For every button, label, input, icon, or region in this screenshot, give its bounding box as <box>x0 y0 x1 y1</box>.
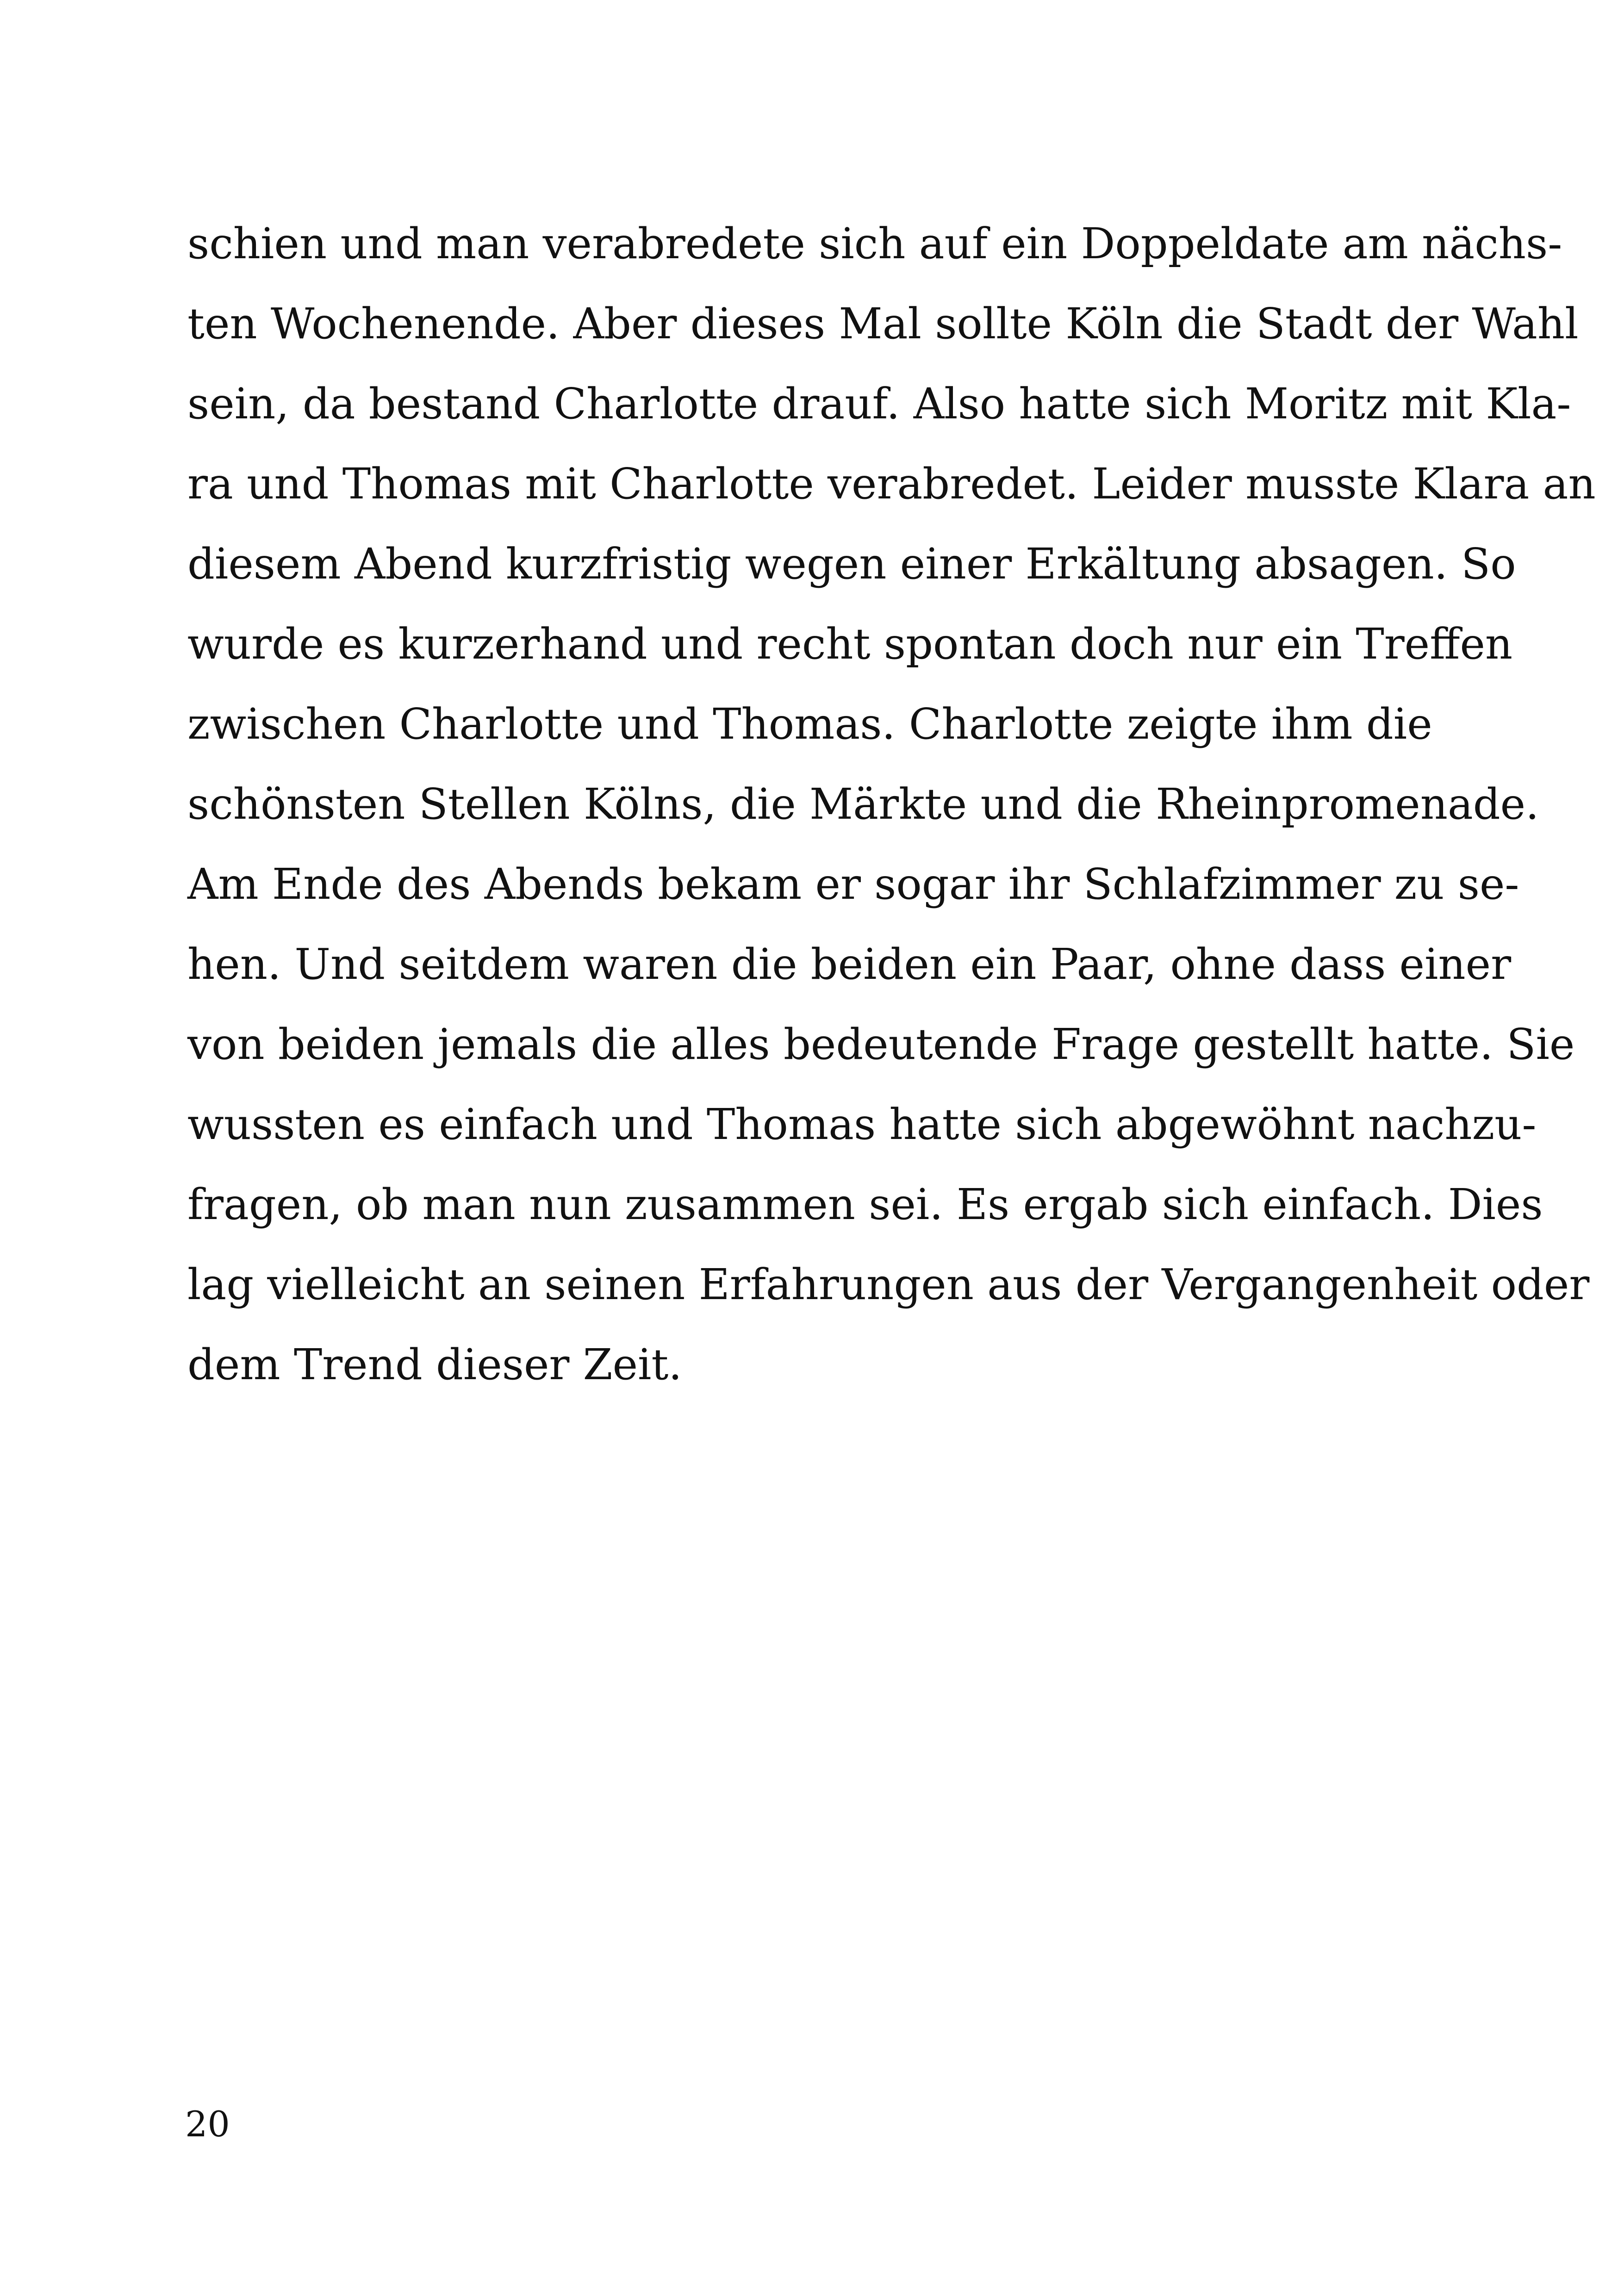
text-line: wurde es kurzerhand und recht spontan doch nur ein Treffen <box>187 619 1513 669</box>
text-line: ten Wochenende. Aber dieses Mal sollte Köln die Stadt der Wahl <box>187 299 1579 348</box>
text-line: schönsten Stellen Kölns, die Märkte und die Rheinpromenade. <box>187 779 1539 829</box>
text-line: zwischen Charlotte und Thomas. Charlotte zeigte ihm die <box>187 699 1432 749</box>
text-line: fragen, ob man nun zusammen sei. Es ergab sich einfach. Dies <box>187 1180 1543 1229</box>
text-line: von beiden jemals die alles bedeutende Frage gestellt hatte. Sie <box>187 1020 1575 1069</box>
text-line: sein, da bestand Charlotte drauf. Also hatte sich Moritz mit Kla- <box>187 379 1571 429</box>
body-paragraph <box>187 204 1596 1405</box>
text-line: hen. Und seitdem waren die beiden ein Paar, ohne dass einer <box>187 940 1512 989</box>
text-line: dem Trend dieser Zeit. <box>187 1340 682 1389</box>
text-line: diesem Abend kurzfristig wegen einer Erkältung absagen. So <box>187 539 1516 589</box>
page-number: 20 <box>185 2103 230 2145</box>
text-line: ra und Thomas mit Charlotte verabredet. Leider musste Klara an <box>187 459 1596 509</box>
text-line: schien und man verabredete sich auf ein Doppeldate am nächs- <box>187 219 1562 268</box>
text-line: wussten es einfach und Thomas hatte sich abgewöhnt nachzu- <box>187 1100 1537 1149</box>
text-line: lag vielleicht an seinen Erfahrungen aus der Vergangenheit oder <box>187 1260 1590 1309</box>
text-line: Am Ende des Abends bekam er sogar ihr Schlafzimmer zu se- <box>187 859 1519 909</box>
